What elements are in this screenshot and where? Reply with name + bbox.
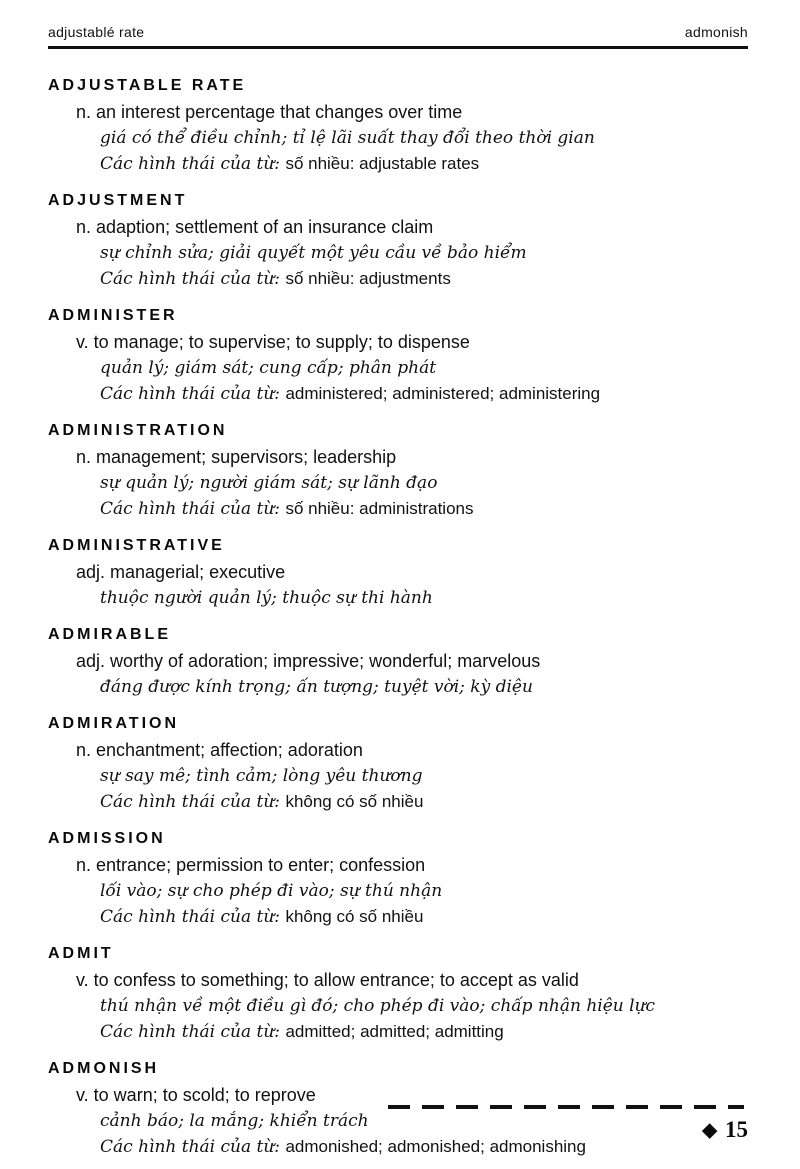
entry-word-forms [100, 1019, 800, 1045]
entries-list [0, 62, 800, 1160]
dictionary-entry [0, 418, 800, 522]
entry-vietnamese-translation: giá có thể điều chỉnh; tỉ lệ lãi suất thay đổi theo thời gian [100, 128, 595, 148]
entry-word-forms [100, 381, 800, 407]
part-of-speech: n. [76, 855, 97, 875]
entry-definition [76, 559, 800, 585]
entry-word-forms [100, 496, 800, 522]
part-of-speech: n. [76, 740, 97, 760]
dictionary-entry [0, 73, 800, 177]
entry-headword: ADJUSTABLE RATE [48, 77, 247, 94]
word-forms-label: Các hình thái của từ: [100, 269, 286, 289]
word-forms-value: không có số nhiều [285, 907, 424, 926]
word-forms-label: Các hình thái của từ: [100, 792, 286, 812]
definition-text: worthy of adoration; impressive; wonderful; marvelous [110, 651, 541, 671]
part-of-speech: v. [76, 1085, 94, 1105]
definition-text: managerial; executive [110, 562, 286, 582]
entry-headword: ADMIT [48, 945, 114, 962]
entry-definition [76, 444, 800, 470]
entry-vietnamese-translation: cảnh báo; la mắng; khiển trách [100, 1111, 369, 1131]
dictionary-entry [0, 188, 800, 292]
entry-headword: ADMINISTRATION [48, 422, 228, 439]
word-forms-label: Các hình thái của từ: [100, 907, 286, 927]
dictionary-entry [0, 533, 800, 611]
page-number: 15 [725, 1117, 748, 1142]
entry-word-forms [100, 151, 800, 177]
entry-headword: ADMINISTRATIVE [48, 537, 225, 554]
definition-text: management; supervisors; leadership [96, 447, 397, 467]
word-forms-value: số nhiều: adjustable rates [285, 154, 480, 173]
part-of-speech: v. [76, 332, 94, 352]
entry-vietnamese-translation: sự say mê; tình cảm; lòng yêu thương [100, 766, 423, 786]
entry-headword: ADMIRABLE [48, 626, 171, 643]
entry-vietnamese-translation: thuộc người quản lý; thuộc sự thi hành [100, 588, 433, 608]
diamond-icon: ◆ [702, 1120, 717, 1141]
page-number-line [388, 1117, 748, 1143]
entry-definition [76, 852, 800, 878]
word-forms-label: Các hình thái của từ: [100, 1137, 286, 1157]
entry-definition [76, 99, 800, 125]
definition-text: an interest percentage that changes over time [96, 102, 463, 122]
word-forms-value: số nhiều: administrations [285, 499, 474, 518]
entry-vietnamese-translation: lối vào; sự cho phép đi vào; sự thú nhận [100, 881, 443, 901]
dictionary-entry [0, 303, 800, 407]
entry-word-forms [100, 789, 800, 815]
word-forms-value: admitted; admitted; admitting [285, 1022, 504, 1041]
definition-text: entrance; permission to enter; confession [96, 855, 426, 875]
entry-word-forms [100, 904, 800, 930]
part-of-speech: n. [76, 447, 97, 467]
running-header [48, 24, 748, 49]
word-forms-label: Các hình thái của từ: [100, 1022, 286, 1042]
running-header-left: adjustablé rate [48, 24, 145, 40]
word-forms-label: Các hình thái của từ: [100, 499, 286, 519]
dictionary-entry [0, 622, 800, 700]
definition-text: to warn; to scold; to reprove [93, 1085, 316, 1105]
dashed-divider [388, 1105, 744, 1109]
entry-vietnamese-translation: thú nhận về một điều gì đó; cho phép đi vào; chấp nhận hiệu lực [100, 996, 656, 1016]
part-of-speech: v. [76, 970, 94, 990]
part-of-speech: n. [76, 102, 97, 122]
word-forms-value: administered; administered; administering [285, 384, 601, 403]
dictionary-entry [0, 826, 800, 930]
entry-headword: ADMONISH [48, 1060, 160, 1077]
entry-headword: ADMINISTER [48, 307, 178, 324]
definition-text: to manage; to supervise; to supply; to dispense [93, 332, 470, 352]
part-of-speech: adj. [76, 651, 111, 671]
entry-vietnamese-translation: đáng được kính trọng; ấn tượng; tuyệt vời; kỳ diệu [100, 677, 533, 697]
entry-definition [76, 214, 800, 240]
entry-definition [76, 329, 800, 355]
entry-definition [76, 737, 800, 763]
entry-word-forms [100, 266, 800, 292]
entry-vietnamese-translation: quản lý; giám sát; cung cấp; phân phát [100, 358, 437, 378]
definition-text: adaption; settlement of an insurance claim [96, 217, 434, 237]
running-header-right: admonish [684, 24, 748, 40]
entry-vietnamese-translation: sự quản lý; người giám sát; sự lãnh đạo [100, 473, 438, 493]
entry-headword: ADJUSTMENT [48, 192, 188, 209]
word-forms-label: Các hình thái của từ: [100, 384, 286, 404]
word-forms-value: admonished; admonished; admonishing [285, 1137, 586, 1156]
entry-definition [76, 648, 800, 674]
part-of-speech: adj. [76, 562, 111, 582]
word-forms-value: không có số nhiều [285, 792, 424, 811]
entry-headword: ADMISSION [48, 830, 166, 847]
page-footer [388, 1105, 748, 1143]
definition-text: enchantment; affection; adoration [96, 740, 363, 760]
part-of-speech: n. [76, 217, 97, 237]
definition-text: to confess to something; to allow entrance; to accept as valid [93, 970, 579, 990]
word-forms-value: số nhiều: adjustments [285, 269, 451, 288]
entry-vietnamese-translation: sự chỉnh sửa; giải quyết một yêu cầu về bảo hiểm [100, 243, 527, 263]
entry-definition [76, 967, 800, 993]
dictionary-entry [0, 941, 800, 1045]
word-forms-label: Các hình thái của từ: [100, 154, 286, 174]
dictionary-entry [0, 711, 800, 815]
entry-headword: ADMIRATION [48, 715, 180, 732]
